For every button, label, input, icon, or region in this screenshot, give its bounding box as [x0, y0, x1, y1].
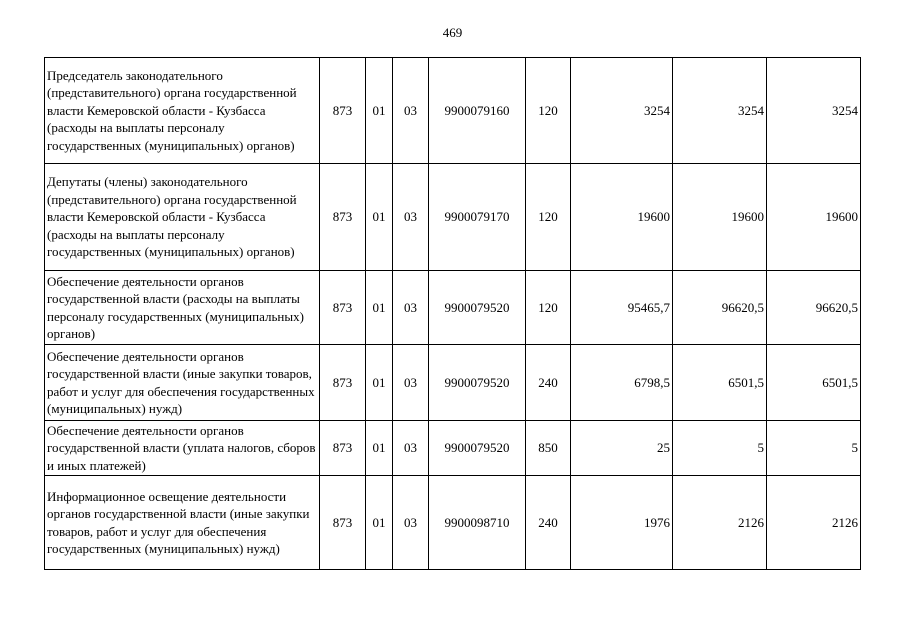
amount-year-2: 19600 — [673, 164, 767, 271]
section-code: 01 — [366, 271, 393, 345]
expense-type-code: 240 — [526, 476, 571, 570]
subsection-code: 03 — [393, 421, 429, 476]
amount-year-1: 25 — [571, 421, 673, 476]
table-row — [45, 58, 861, 164]
amount-year-2: 5 — [673, 421, 767, 476]
section-code: 01 — [366, 476, 393, 570]
ved-code: 873 — [320, 345, 366, 421]
ved-code: 873 — [320, 421, 366, 476]
subsection-code: 03 — [393, 271, 429, 345]
section-code: 01 — [366, 421, 393, 476]
ved-code: 873 — [320, 476, 366, 570]
row-name: Обеспечение деятельности органов государственной власти (расходы на выплаты персоналу государственных (муниципальных) органов) — [45, 271, 320, 345]
amount-year-3: 2126 — [767, 476, 861, 570]
row-name: Обеспечение деятельности органов государственной власти (иные закупки товаров, работ и услуг для обеспечения государственных (муниципальных) нужд) — [45, 345, 320, 421]
subsection-code: 03 — [393, 476, 429, 570]
page-number: 469 — [442, 25, 463, 40]
section-code: 01 — [366, 164, 393, 271]
table-row — [45, 164, 861, 271]
ved-code: 873 — [320, 58, 366, 164]
table-row — [45, 421, 861, 476]
target-article-code: 9900098710 — [429, 476, 526, 570]
amount-year-2: 6501,5 — [673, 345, 767, 421]
table-row — [45, 476, 861, 570]
table-row — [45, 271, 861, 345]
expense-type-code: 120 — [526, 58, 571, 164]
row-name: Обеспечение деятельности органов государственной власти (уплата налогов, сборов и иных платежей) — [45, 421, 320, 476]
section-code: 01 — [366, 345, 393, 421]
expense-type-code: 120 — [526, 164, 571, 271]
amount-year-3: 6501,5 — [767, 345, 861, 421]
expense-type-code: 120 — [526, 271, 571, 345]
target-article-code: 9900079520 — [429, 421, 526, 476]
amount-year-1: 6798,5 — [571, 345, 673, 421]
target-article-code: 9900079160 — [429, 58, 526, 164]
amount-year-3: 3254 — [767, 58, 861, 164]
ved-code: 873 — [320, 164, 366, 271]
target-article-code: 9900079520 — [429, 345, 526, 421]
row-name: Депутаты (члены) законодательного (представительного) органа государственной власти Кемеровской области - Кузбасса (расходы на выплаты персоналу государственных (муниципальных) органов) — [45, 164, 320, 271]
row-name: Информационное освещение деятельности органов государственной власти (иные закупки товаров, работ и услуг для обеспечения государственных (муниципальных) нужд) — [45, 476, 320, 570]
amount-year-3: 19600 — [767, 164, 861, 271]
subsection-code: 03 — [393, 345, 429, 421]
amount-year-3: 96620,5 — [767, 271, 861, 345]
subsection-code: 03 — [393, 58, 429, 164]
expense-type-code: 240 — [526, 345, 571, 421]
target-article-code: 9900079520 — [429, 271, 526, 345]
subsection-code: 03 — [393, 164, 429, 271]
expense-type-code: 850 — [526, 421, 571, 476]
budget-table — [44, 57, 861, 570]
target-article-code: 9900079170 — [429, 164, 526, 271]
amount-year-1: 95465,7 — [571, 271, 673, 345]
section-code: 01 — [366, 58, 393, 164]
amount-year-2: 3254 — [673, 58, 767, 164]
ved-code: 873 — [320, 271, 366, 345]
amount-year-1: 3254 — [571, 58, 673, 164]
amount-year-1: 1976 — [571, 476, 673, 570]
amount-year-2: 2126 — [673, 476, 767, 570]
row-name: Председатель законодательного (представительного) органа государственной власти Кемеровской области - Кузбасса (расходы на выплаты персоналу государственных (муниципальных) органов) — [45, 58, 320, 164]
amount-year-2: 96620,5 — [673, 271, 767, 345]
amount-year-3: 5 — [767, 421, 861, 476]
table-row — [45, 345, 861, 421]
amount-year-1: 19600 — [571, 164, 673, 271]
